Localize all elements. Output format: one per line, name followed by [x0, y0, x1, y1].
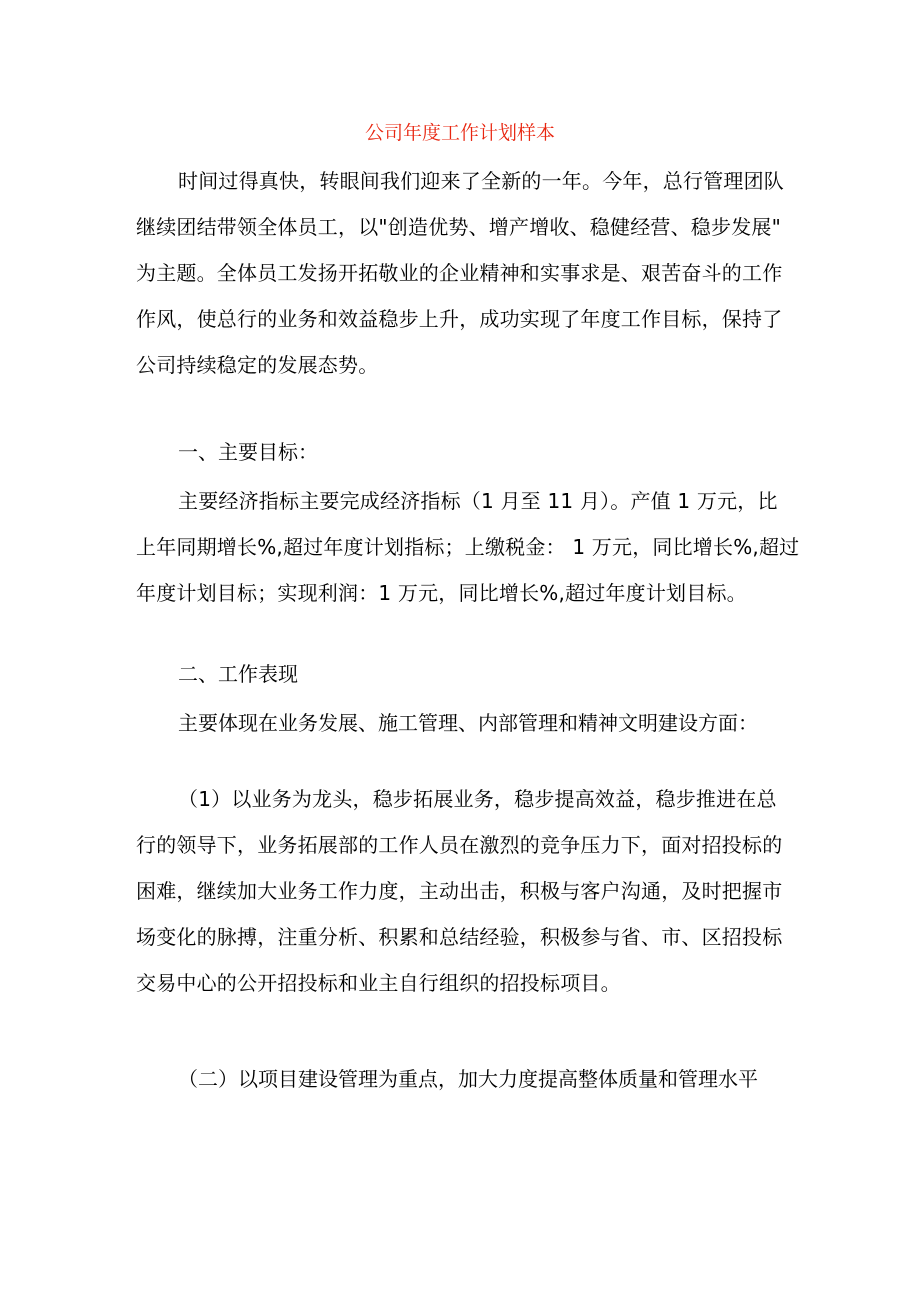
document-title: 公司年度工作计划样本: [364, 122, 555, 144]
section2-heading: 二、工作表现: [178, 662, 298, 686]
section1-paragraph: [136, 478, 800, 616]
section1-line: 主要经济指标主要完成经济指标（1 月至 11 月）。产值 1 万元，比: [178, 489, 778, 513]
intro-line: 继续团结带领全体员工，以"创造优势、增产增收、稳健经营、稳步发展": [136, 215, 781, 239]
section1-line: 上年同期增长%,超过年度计划指标；上缴税金： 1 万元，同比增长%,超过: [136, 535, 800, 559]
item1-paragraph: [136, 776, 796, 1006]
intro-line: 为主题。全体员工发扬开拓敬业的企业精神和实事求是、艰苦奋斗的工作: [136, 261, 783, 285]
intro-line: 作风，使总行的业务和效益稳步上升，成功实现了年度工作目标，保持了: [136, 307, 783, 331]
item2-heading: （二）以项目建设管理为重点，加大力度提高整体质量和管理水平: [178, 1067, 758, 1091]
item1-line: 行的领导下，业务拓展部的工作人员在激烈的竞争压力下，面对招投标的: [136, 833, 783, 857]
intro-paragraph: [136, 158, 796, 388]
item1-line: 困难，继续加大业务工作力度，主动出击，积极与客户沟通，及时把握市: [136, 879, 783, 903]
section2-intro: 主要体现在业务发展、施工管理、内部管理和精神文明建设方面：: [178, 711, 758, 735]
section1-line: 年度计划目标；实现利润：1 万元，同比增长%,超过年度计划目标。: [136, 581, 747, 605]
intro-line: 公司持续稳定的发展态势。: [136, 353, 379, 377]
item1-line: 场变化的脉搏，注重分析、积累和总结经验，积极参与省、市、区招投标: [136, 925, 783, 949]
intro-line: 时间过得真快，转眼间我们迎来了全新的一年。今年，总行管理团队: [178, 169, 784, 193]
section1-heading: 一、主要目标：: [178, 440, 318, 464]
item1-line: （1）以业务为龙头，稳步拓展业务，稳步提高效益，稳步推进在总: [178, 787, 777, 811]
item1-line: 交易中心的公开招投标和业主自行组织的招投标项目。: [136, 971, 621, 995]
